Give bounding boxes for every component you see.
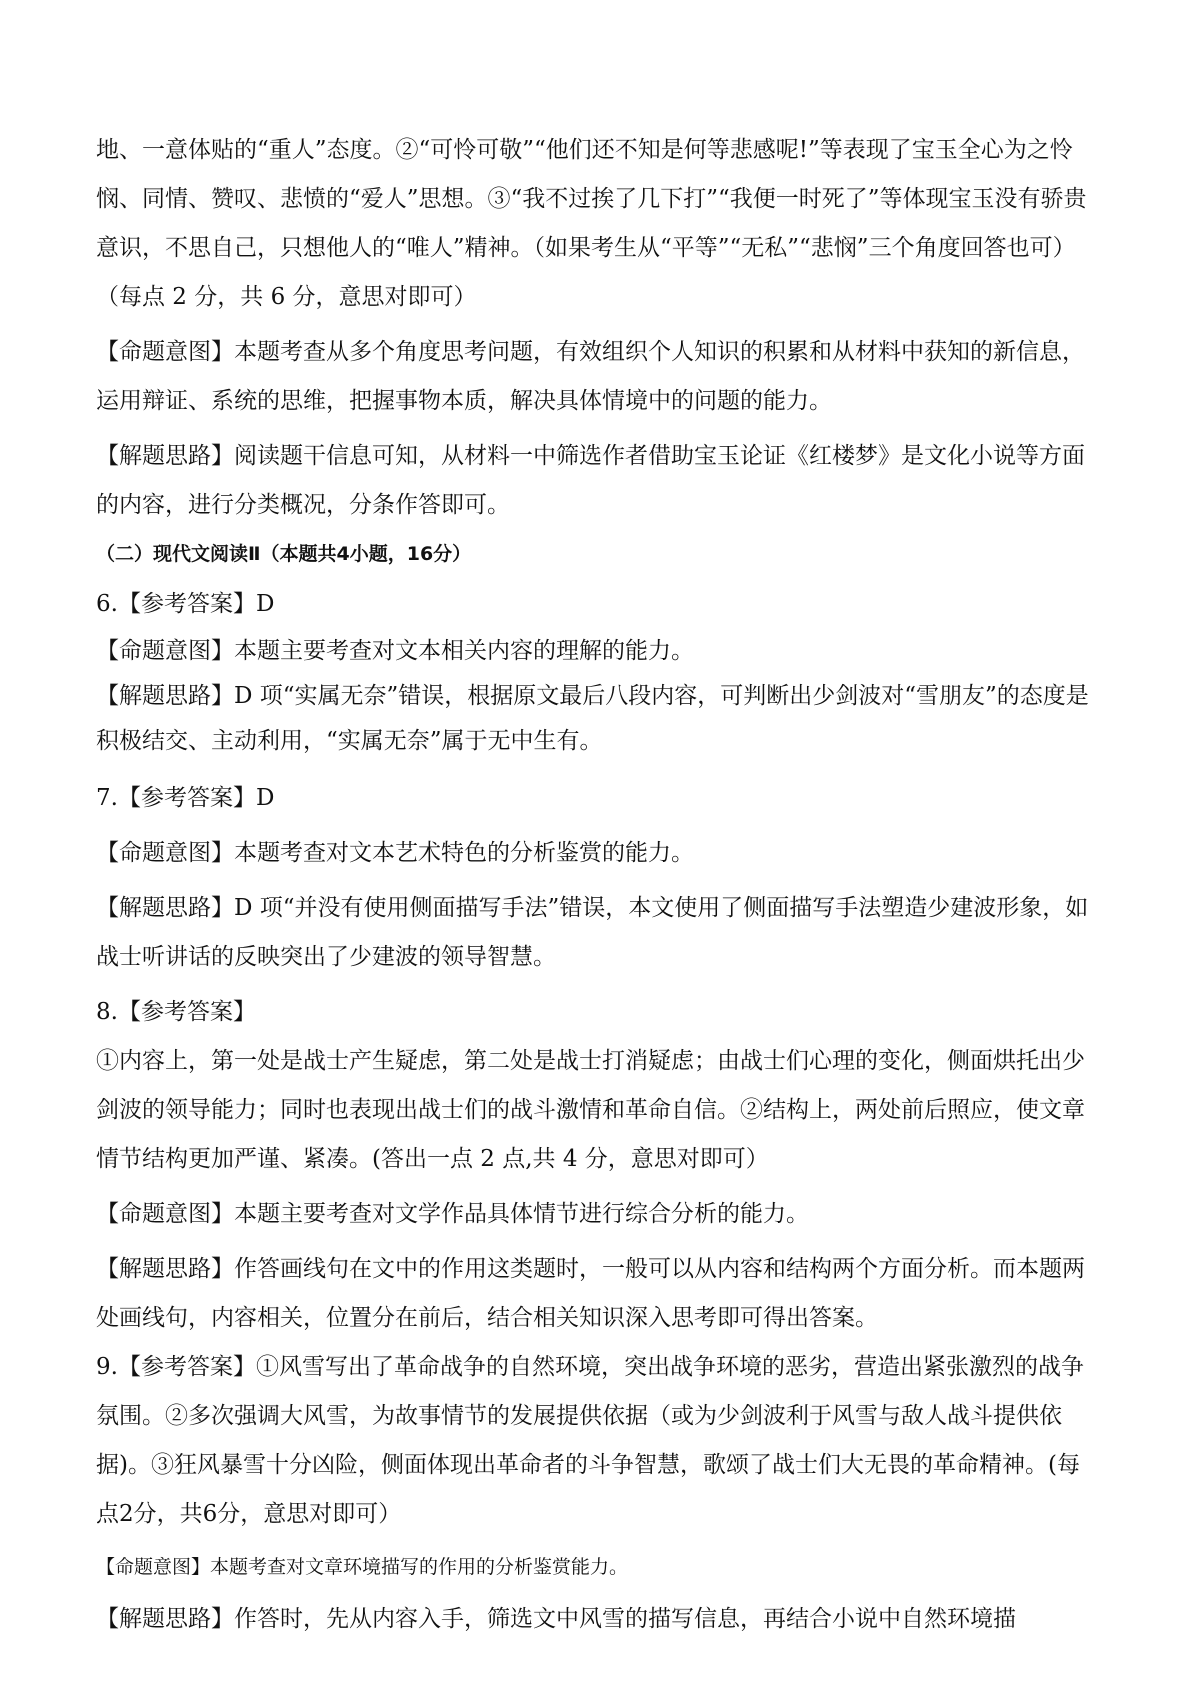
paragraph-continuation: 地、一意体贴的“重人”态度。②“可怜可敬”“他们还不知是何等悲感呢!”等表现了宝玉全心为之怜悯、同情、赞叹、悲愤的“爱人”思想。③“我不过挨了几下打”“我便一时死了”等体现宝玉没有骄贵意识，不思自己，只想他人的“唯人”精神。（如果考生从“平等”“无私”“悲悯”三个角度回答也可）（每点 2 分，共 6 分，意思对即可） (96, 137, 1087, 310)
section-title-modern-reading-2: （二）现代文阅读Ⅱ（本题共4小题，16分） (96, 543, 472, 565)
q9-answer: 9.【参考答案】①风雪写出了革命战争的自然环境，突出战争环境的恶劣，营造出紧张激烈的战争氛围。②多次强调大风雪，为故事情节的发展提供依据（或为少剑波利于风雪与敌人战斗提供依据)。③狂风暴雪十分凶险，侧面体现出革命者的斗争智慧，歌颂了战士们大无畏的革命精神。(每点2分，共6分，意思对即可） (96, 1354, 1084, 1527)
q8-analysis: 【解题思路】作答画线句在文中的作用这类题时，一般可以从内容和结构两个方面分析。而本题两处画线句，内容相关，位置分在前后，结合相关知识深入思考即可得出答案。 (96, 1256, 1085, 1331)
q7-analysis: 【解题思路】D 项“并没有使用侧面描写手法”错误，本文使用了侧面描写手法塑造少建波形象，如战士听讲话的反映突出了少建波的领导智慧。 (96, 895, 1089, 970)
analysis-paragraph-q5: 【解题思路】阅读题干信息可知，从材料一中筛选作者借助宝玉论证《红楼梦》是文化小说等方面的内容，进行分类概况，分条作答即可。 (96, 443, 1085, 518)
q8-body: ①内容上，第一处是战士产生疑虑，第二处是战士打消疑虑；由战士们心理的变化，侧面烘托出少剑波的领导能力；同时也表现出战士们的战斗激情和革命自信。②结构上，两处前后照应，使文章情节结构更加严谨、紧凑。(答出一点 2 点,共 4 分，意思对即可） (96, 1048, 1085, 1172)
q8-answer: 8.【参考答案】 (96, 999, 256, 1025)
q7-intent: 【命题意图】本题考查对文本艺术特色的分析鉴赏的能力。 (96, 840, 694, 866)
q8-intent: 【命题意图】本题主要考查对文学作品具体情节进行综合分析的能力。 (96, 1201, 809, 1227)
answer-page (96, 126, 1096, 1644)
q6-intent: 【命题意图】本题主要考查对文本相关内容的理解的能力。 (96, 638, 694, 664)
q9-analysis: 【解题思路】作答时，先从内容入手，筛选文中风雪的描写信息，再结合小说中自然环境描 (96, 1606, 1016, 1632)
intent-paragraph-q5: 【命题意图】本题考查从多个角度思考问题，有效组织个人知识的积累和从材料中获知的新信息，运用辩证、系统的思维，把握事物本质，解决具体情境中的问题的能力。 (96, 339, 1085, 414)
q7-answer: 7.【参考答案】D (96, 785, 275, 811)
q9-intent: 【命题意图】本题考查对文章环境描写的作用的分析鉴赏能力。 (96, 1556, 629, 1578)
q6-answer: 6.【参考答案】D (96, 591, 275, 617)
q6-analysis: 【解题思路】D 项“实属无奈”错误，根据原文最后八段内容，可判断出少剑波对“雪朋友”的态度是积极结交、主动利用，“实属无奈”属于无中生有。 (96, 683, 1089, 754)
